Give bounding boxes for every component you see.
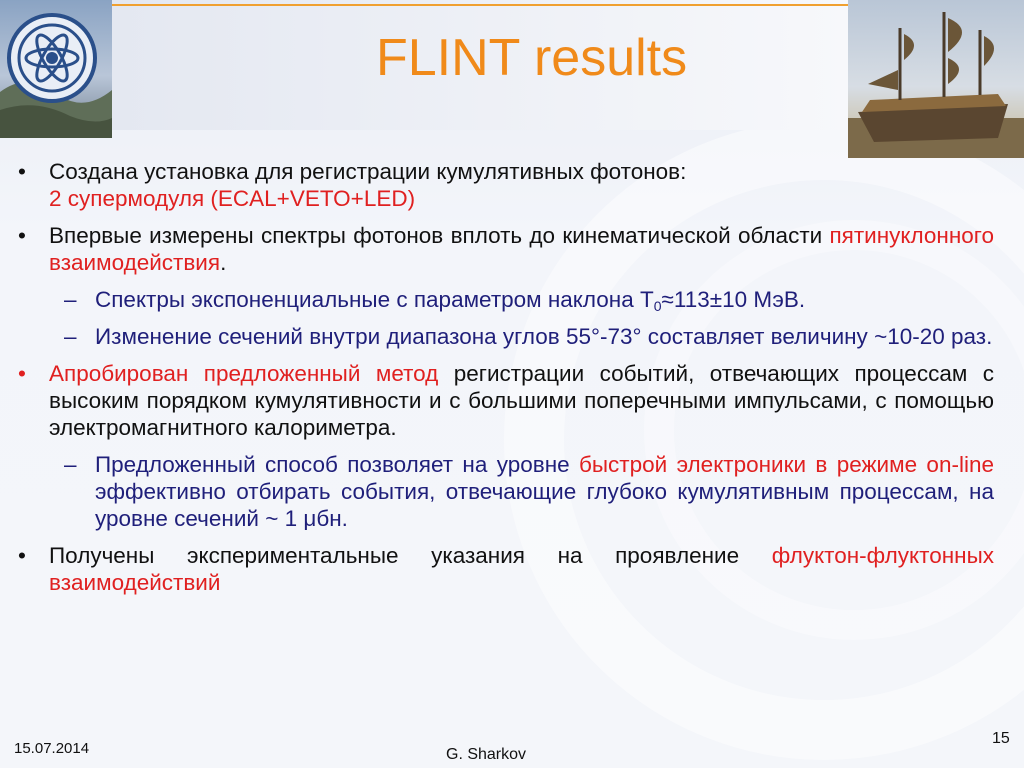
bullet-text-end: . — [220, 250, 227, 275]
sub-bullet-text: Изменение сечений внутри диапазона углов 55°-73° составляет величину ~10-20 раз. — [95, 324, 993, 349]
bullet-highlight: флуктон-флуктонных взаимодействий — [49, 543, 994, 595]
ship-photo — [848, 0, 1024, 158]
bullet-item — [18, 542, 994, 596]
sub-bullet-text: Предложенный способ позволяет на уровне — [95, 452, 579, 477]
institute-logo — [0, 0, 112, 138]
bullet-text: регистрации событий, отвечающих процессам с высоким порядком кумулятивности и с большими поперечными импульсами, с помощью электромагнитного калориметра. — [49, 361, 994, 440]
footer-author: G. Sharkov — [446, 746, 527, 763]
bullet-text: Создана установка для регистрации кумулятивных фотонов: — [49, 159, 687, 184]
sub-bullet-text-end: ≈113±10 МэВ. — [661, 287, 806, 312]
sub-bullet-text: Спектры экспоненциальные с параметром наклона T — [95, 287, 654, 312]
bullet-highlight: Апробирован предложенный метод — [49, 361, 439, 386]
sub-bullet-item — [64, 323, 994, 350]
sub-bullet-text-end: бн. — [316, 506, 348, 531]
footer-date: 15.07.2014 — [14, 740, 90, 757]
bullet-text: Впервые измерены спектры фотонов вплоть до кинематической области — [49, 223, 830, 248]
bullet-item — [18, 158, 994, 212]
bullet-highlight: пятинуклонного взаимодействия — [49, 223, 994, 275]
sub-bullet-marker: – — [64, 324, 77, 349]
slide-title: FLINT results — [376, 29, 688, 87]
bullet-item — [18, 222, 994, 276]
bullet-text: Получены экспериментальные указания на проявление — [49, 543, 772, 568]
sub-bullet-marker: – — [64, 287, 77, 312]
subscript: 0 — [653, 298, 662, 314]
sub-bullet-item — [64, 286, 994, 313]
sub-bullet-highlight: быстрой электроники в режиме on-line — [579, 452, 994, 477]
sub-bullet-item — [64, 451, 994, 532]
bullet-marker: • — [18, 223, 26, 248]
header-rule — [112, 4, 848, 6]
bullet-marker: • — [18, 361, 26, 386]
bullet-item — [18, 360, 994, 441]
sub-bullet-marker: – — [64, 452, 77, 477]
bullet-marker: • — [18, 159, 26, 184]
bullet-marker: • — [18, 543, 26, 568]
bullet-highlight: 2 супермодуля (ECAL+VETO+LED) — [49, 186, 416, 211]
sub-bullet-text-mid: эффективно отбирать события, отвечающие глубоко кумулятивным процессам, на уровне сечений ~ 1 — [95, 479, 994, 531]
slide-body — [18, 158, 994, 606]
page-number: 15 — [992, 730, 1010, 747]
mu-symbol: μ — [303, 506, 317, 531]
